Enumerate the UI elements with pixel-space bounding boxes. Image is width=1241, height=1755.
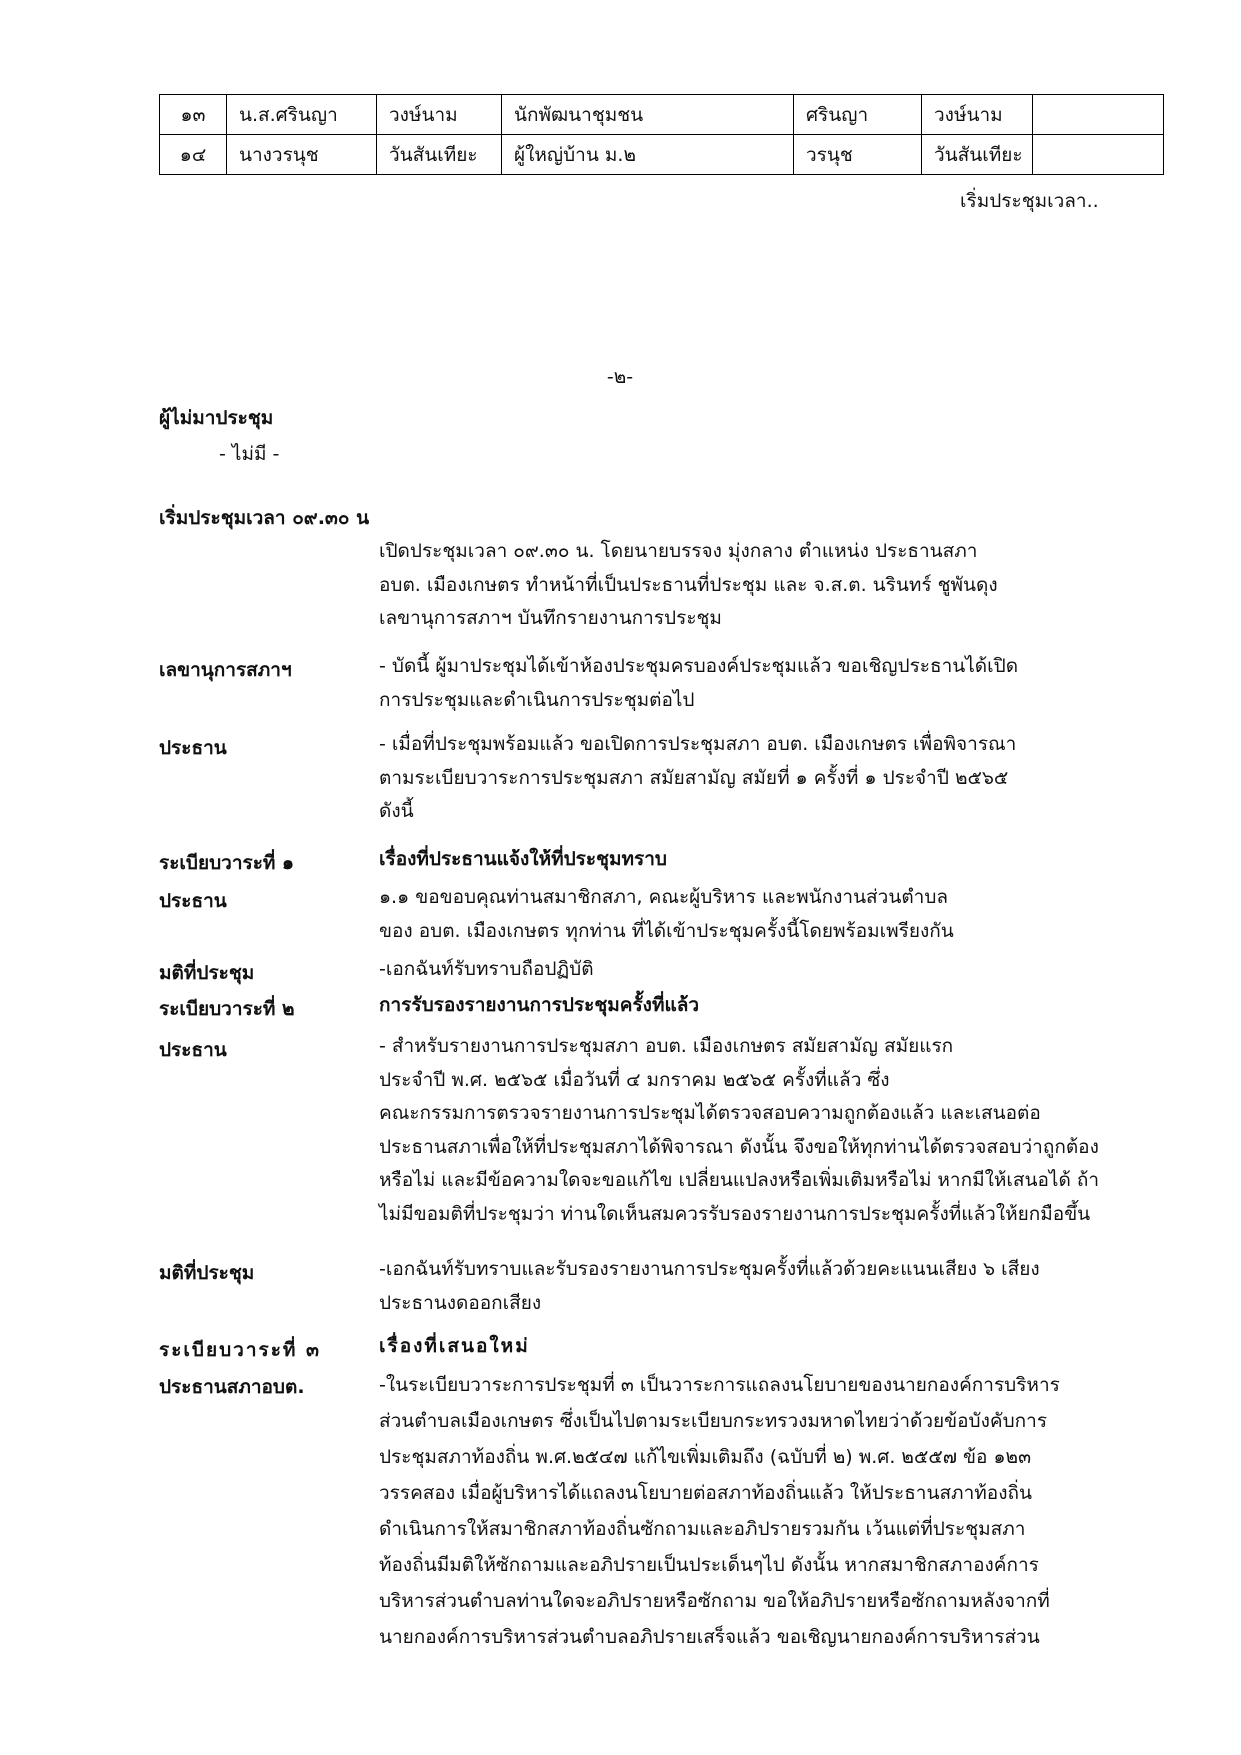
absent-value: - ไม่มี - [219,443,280,465]
agenda-1-resolution-label: มติที่ประชุม [159,962,255,984]
signature-last: วันสันเทียะ [922,135,1033,175]
text-line: หรือไม่ และมีข้อความใดจะขอแก้ไข เปลี่ยนแปลงหรือเพิ่มเติมหรือไม่ หากมีให้เสนอได้ ถ้า [379,1169,1100,1191]
text-line: ประชุมสภาท้องถิ่น พ.ศ.๒๕๔๗ แก้ไขเพิ่มเติมถึง (ฉบับที่ ๒) พ.ศ. ๒๕๕๗ ข้อ ๑๒๓ [379,1446,1032,1468]
signature-first: วรนุช [794,135,922,175]
chair-paragraph [379,728,1107,829]
agenda-3-title: เรื่องที่เสนอใหม่ [379,1335,530,1357]
text-line: คณะกรรมการตรวจรายงานการประชุมได้ตรวจสอบความถูกต้องแล้ว และเสนอต่อ [379,1102,1041,1124]
text-line: - เมื่อที่ประชุมพร้อมแล้ว ขอเปิดการประชุมสภา อบต. เมืองเกษตร เพื่อพิจารณา [379,733,1017,755]
continuation-text: เริ่มประชุมเวลา.. [960,190,1099,212]
agenda-2-title: การรับรองรายงานการประชุมครั้งที่แล้ว [379,994,700,1016]
agenda-2-paragraph [379,1030,1184,1231]
absent-heading: ผู้ไม่มาประชุม [159,407,274,429]
text-line: ประจำปี พ.ศ. ๒๕๖๕ เมื่อวันที่ ๔ มกราคม ๒๕๖๕ ครั้งที่แล้ว ซึ่ง [379,1068,890,1091]
agenda-1-chair-label: ประธาน [159,890,227,912]
text-line: อบต. เมืองเกษตร ทำหน้าที่เป็นประธานที่ประชุม และ จ.ส.ต. นรินทร์ ชูพันดุง [379,573,998,596]
text-line: เปิดประชุมเวลา ๐๙.๓๐ น. โดยนายบรรจง มุ่งกลาง ตำแหน่ง ประธานสภา [379,540,978,562]
remark-cell [1033,95,1164,135]
start-heading: เริ่มประชุมเวลา ๐๙.๓๐ น [159,507,370,529]
text-line: ดำเนินการให้สมาชิกสภาท้องถิ่นซักถามและอภิปรายรวมกัน เว้นแต่ที่ประชุมสภา [379,1518,1026,1540]
remark-cell [1033,135,1164,175]
text-line: ไม่มีขอมติที่ประชุมว่า ท่านใดเห็นสมควรรับรองรายงานการประชุมครั้งที่แล้วให้ยกมือขึ้น [379,1202,1091,1225]
chair-label: ประธาน [159,737,227,759]
last-name: วงษ์นาม [377,95,502,135]
agenda-1-paragraph [379,881,1107,948]
text-line: -ในระเบียบวาระการประชุมที่ ๓ เป็นวาระการแถลงนโยบายของนายกองค์การบริหาร [379,1374,1060,1396]
text-line: ประธานงดออกเสียง [379,1291,542,1314]
secretary-label: เลขานุการสภาฯ [159,659,292,681]
agenda-1-title: เรื่องที่ประธานแจ้งให้ที่ประชุมทราบ [379,848,667,870]
text-line: วรรคสอง เมื่อผู้บริหารได้แถลงนโยบายต่อสภาท้องถิ่นแล้ว ให้ประธานสภาท้องถิ่น [379,1482,1032,1504]
text-line: ส่วนตำบลเมืองเกษตร ซึ่งเป็นไปตามระเบียบกระทรวงมหาดไทยว่าด้วยข้อบังคับการ [379,1410,1048,1432]
row-number: ๑๔ [160,135,227,175]
text-line: ประธานสภาเพื่อให้ที่ประชุมสภาได้พิจารณา ดังนั้น จึงขอให้ทุกท่านได้ตรวจสอบว่าถูกต้อง [379,1135,1099,1158]
agenda-2-chair-label: ประธาน [159,1039,227,1061]
position: นักพัฒนาชุมชน [502,95,794,135]
text-line: ดังนี้ [379,800,414,822]
agenda-2-resolution-label: มติที่ประชุม [159,1262,255,1284]
agenda-3-paragraph [379,1367,1107,1655]
last-name: วันสันเทียะ [377,135,502,175]
text-line: ๑.๑ ขอขอบคุณท่านสมาชิกสภา, คณะผู้บริหาร และพนักงานส่วนตำบล [379,886,949,908]
agenda-2-label: ระเบียบวาระที่ ๒ [159,998,295,1020]
text-line: -เอกฉันท์รับทราบและรับรองรายงานการประชุมครั้งที่แล้วด้วยคะแนนเสียง ๖ เสียง [379,1258,1040,1280]
agenda-1-resolution: -เอกฉันท์รับทราบถือปฏิบัติ [379,958,594,980]
text-line: ตามระเบียบวาระการประชุมสภา สมัยสามัญ สมัยที่ ๑ ครั้งที่ ๑ ประจำปี ๒๕๖๕ [379,766,1009,789]
table-row [160,135,1164,175]
first-name: น.ส.ศรินญา [227,95,377,135]
text-line: - สำหรับรายงานการประชุมสภา อบต. เมืองเกษตร สมัยสามัญ สมัยแรก [379,1035,954,1057]
agenda-3-chair-label: ประธานสภาอบต. [159,1376,305,1398]
text-line: ท้องถิ่นมีมติให้ซักถามและอภิปรายเป็นประเด็นๆไป ดังนั้น หากสมาชิกสภาองค์การ [379,1554,1039,1576]
attendee-table [159,94,1164,175]
agenda-2-resolution [379,1253,1107,1320]
agenda-1-label: ระเบียบวาระที่ ๑ [159,852,295,874]
text-line: - บัดนี้ ผู้มาประชุมได้เข้าห้องประชุมครบองค์ประชุมแล้ว ขอเชิญประธานได้เปิด [379,655,1019,677]
start-paragraph [379,535,1107,636]
first-name: นางวรนุช [227,135,377,175]
row-number: ๑๓ [160,95,227,135]
page-number: -๒- [606,366,634,388]
text-line: การประชุมและดำเนินการประชุมต่อไป [379,688,695,711]
signature-first: ศรินญา [794,95,922,135]
position: ผู้ใหญ่บ้าน ม.๒ [502,135,794,175]
text-line: นายกองค์การบริหารส่วนตำบลอภิปรายเสร็จแล้ว ขอเชิญนายกองค์การบริหารส่วน [379,1626,1040,1648]
table-row [160,95,1164,135]
secretary-paragraph [379,650,1107,717]
text-line: ของ อบต. เมืองเกษตร ทุกท่าน ที่ได้เข้าประชุมครั้งนี้โดยพร้อมเพรียงกัน [379,919,954,942]
signature-last: วงษ์นาม [922,95,1033,135]
text-line: บริหารส่วนตำบลท่านใดจะอภิปรายหรือซักถาม ขอให้อภิปรายหรือซักถามหลังจากที่ [379,1590,1050,1612]
agenda-3-label: ระเบียบวาระที่ ๓ [159,1339,322,1361]
text-line: เลขานุการสภาฯ บันทึกรายงานการประชุม [379,607,722,629]
